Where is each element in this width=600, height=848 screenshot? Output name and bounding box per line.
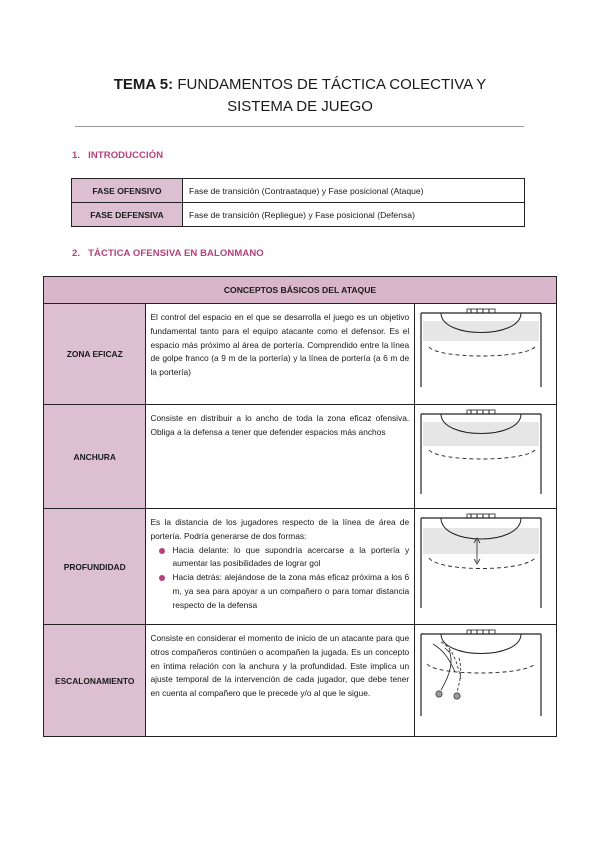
table-row (44, 304, 557, 405)
concept-label: ESCALONAMIENTO (44, 625, 146, 737)
section-heading-introduccion (72, 150, 163, 161)
court-diagram-zona-eficaz (415, 304, 557, 405)
table-row (72, 179, 525, 203)
section-number: 2. (72, 248, 81, 259)
table-row (72, 203, 525, 227)
concept-label: ANCHURA (44, 405, 146, 509)
document-title (80, 74, 520, 118)
list-item: Hacia delante: lo que supondría acercarse a la portería y aumentar las posibilidades de lograr gol (172, 544, 409, 572)
court-diagram-image (419, 512, 543, 608)
section-title: INTRODUCCIÓN (88, 150, 164, 161)
title-prefix: TEMA 5: (113, 76, 174, 93)
concept-description: El control del espacio en el que se desarrolla el juego es un objetivo fundamental tanto para el equipo atacante como el defensor. Es el espacio más próximo al área de portería. Comprendido entre la línea de golpe franco (a 9 m de la portería) y la línea de portería (a 6 m de la portería) (146, 304, 415, 405)
phase-label: FASE OFENSIVO (72, 179, 183, 203)
title-text: FUNDAMENTOS DE TÁCTICA COLECTIVA Y SISTEMA DE JUEGO (173, 76, 487, 115)
concept-label: PROFUNDIDAD (44, 509, 146, 625)
table-row (44, 625, 557, 737)
court-diagram-image (419, 307, 543, 387)
concept-label: ZONA EFICAZ (44, 304, 146, 405)
concepts-table (43, 276, 557, 737)
court-diagram-escalonamiento (415, 625, 557, 737)
table-row (44, 405, 557, 509)
court-diagram-profundidad (415, 509, 557, 625)
section-heading-tactica-ofensiva (72, 248, 264, 259)
phases-table (71, 178, 525, 227)
concept-description: Consiste en distribuir a lo ancho de toda la zona eficaz ofensiva. Obliga a la defensa a tener que defender espacios más anchos (146, 405, 415, 509)
concept-description (146, 509, 415, 625)
concept-bullet-list (150, 544, 409, 613)
list-item: Hacia detrás: alejándose de la zona más eficaz próxima a los 6 m, ya sea para apoyar a un compañero o para tomar distancia respecto de la defensa (172, 571, 409, 612)
phase-text: Fase de transición (Contraataque) y Fase posicional (Ataque) (183, 179, 525, 203)
phase-label: FASE DEFENSIVA (72, 203, 183, 227)
court-diagram-anchura (415, 405, 557, 509)
table-header-row (44, 277, 557, 304)
phase-text: Fase de transición (Repliegue) y Fase posicional (Defensa) (183, 203, 525, 227)
concepts-header: CONCEPTOS BÁSICOS DEL ATAQUE (44, 277, 557, 304)
section-number: 1. (72, 150, 81, 161)
concept-intro: Es la distancia de los jugadores respecto de la línea de área de portería. Podría generarse de dos formas: (150, 517, 410, 541)
section-title: TÁCTICA OFENSIVA EN BALONMANO (88, 248, 264, 259)
table-row (44, 509, 557, 625)
title-divider (75, 126, 524, 127)
concept-description: Consiste en considerar el momento de inicio de un atacante para que otros compañeros continúen o acompañen la jugada. Es un concepto en íntima relación con la anchura y la profundidad. Este implica un ajuste temporal de la intervención de cada jugador, que debe tener en cuenta al compañero que le precede y/o al que le sigue. (146, 625, 415, 737)
court-diagram-image (419, 408, 543, 494)
court-diagram-image (419, 628, 543, 716)
